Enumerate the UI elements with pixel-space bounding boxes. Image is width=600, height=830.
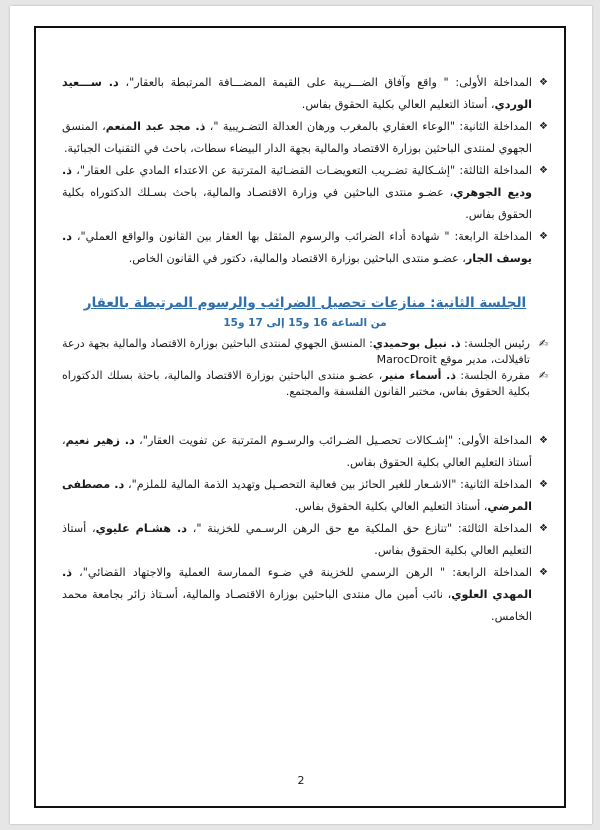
diamond-bullet-icon: ❖ — [539, 121, 548, 132]
item-speaker: د. مصطفى المرضي — [62, 478, 532, 513]
list-item — [62, 72, 548, 116]
item-label: المداخلة الثالثة: — [459, 164, 532, 177]
diamond-bullet-icon: ❖ — [539, 523, 548, 534]
item-affiliation: ، نائب أمين مال منتدى الباحثين بوزارة الاقتصـاد والمالية، أسـتاذ زائر بجامعة محمد الخامس. — [62, 588, 532, 623]
item-speaker: د. ســـعيد الوردي — [62, 76, 532, 111]
diamond-bullet-icon: ❖ — [539, 77, 548, 88]
list-item — [62, 518, 548, 562]
list-item — [62, 562, 548, 628]
item-label: المداخلة الأولى: — [455, 76, 532, 89]
diamond-bullet-icon: ❖ — [539, 231, 548, 242]
session2-list — [62, 430, 548, 628]
diamond-bullet-icon: ❖ — [539, 165, 548, 176]
item-speaker: ذ. المهدي العلوي — [62, 566, 532, 601]
item-affiliation: ، عضـو منتدى الباحثين في وزارة الاقتصـاد والمالية، باحث بسـلك الدكتوراه بكلية الحقوق بفاس. — [62, 186, 532, 221]
item-title: "الوعاء العقاري بالمغرب ورهان العدالة التضـريبية "، — [205, 120, 460, 133]
item-affiliation: ، أستاذ التعليم العالي بكلية الحقوق بفاس. — [62, 522, 532, 557]
list-item — [62, 116, 548, 160]
item-title: " شهادة أداء الضرائب والرسوم المثقل بها العقار بين القانون والواقع العملي"، — [72, 230, 455, 243]
list-item — [62, 226, 548, 270]
page-content — [62, 72, 548, 628]
session-chair — [62, 336, 548, 368]
pen-icon: ✍ — [538, 337, 548, 350]
item-affiliation: ، عضـو منتدى الباحثين بوزارة الاقتصاد والمالية، دكتور في القانون الخاص. — [128, 252, 466, 265]
page-number: 2 — [297, 774, 305, 787]
session2-heading: الجلسة الثانية: منازعات تحصيل الضرائب والرسوم المرتبطة بالعقار — [83, 295, 527, 311]
item-title: "تنازع حق الملكية مع حق الرهن الرسـمي للخزينة "، — [187, 522, 458, 535]
reporter-description: ، عضـو منتدى الباحثين بوزارة الاقتصاد والمالية، باحثة بسلك الدكتوراه بكلية الحقوق بفاس، مختبر القانون الفلسفة والمجتمع. — [62, 369, 530, 398]
item-label: المداخلة الثانية: — [460, 478, 533, 491]
item-speaker: ذ. وديع الجوهري — [62, 164, 533, 199]
chair-name: ذ. نبيل بوحميدي — [372, 337, 461, 350]
item-affiliation: ، أستاذ التعليم العالي بكلية الحقوق بفاس. — [294, 500, 488, 513]
item-affiliation: ، المنسق الجهوي لمنتدى الباحثين بوزارة الاقتصاد والمالية بجهة الدار البيضاء سطات، باحث في التقنيات الجبائية. — [62, 120, 532, 155]
item-label: المداخلة الثانية: — [459, 120, 532, 133]
reporter-name: ذ. أسماء منير — [382, 369, 456, 382]
spacer — [62, 400, 548, 430]
item-affiliation: ، أستاذ التعليم العالي بكلية الحقوق بفاس. — [301, 98, 495, 111]
reporter-label: مقررة الجلسة: — [455, 369, 530, 382]
item-label: المداخلة الثالثة: — [457, 522, 532, 535]
diamond-bullet-icon: ❖ — [539, 567, 548, 578]
item-speaker: د. يوسف الجار — [62, 230, 532, 265]
chair-description: : المنسق الجهوي لمنتدى الباحثين بوزارة الاقتصاد والمالية بجهة درعة تافيلالت، مدير موقع MarocDroit — [62, 337, 530, 366]
item-affiliation: ، أستاذ التعليم العالي بكلية الحقوق بفاس. — [62, 434, 532, 469]
item-title: "إشـكالات تحصـيل الضـرائب والرسـوم المترتبة عن تفويت العقار"، — [134, 434, 458, 447]
item-title: " واقع وآفاق الضـــريبة على القيمة المضـــافة المرتبطة بالعقار"، — [118, 76, 456, 89]
item-label: المداخلة الرابعة: — [454, 230, 532, 243]
item-title: " الرهن الرسمي للخزينة في ضـوء الممارسة العملية والاجتهاد القضائي"، — [72, 566, 453, 579]
session-reporter — [62, 368, 548, 400]
item-label: المداخلة الرابعة: — [452, 566, 532, 579]
item-speaker: ذ. مجد عبد المنعم — [105, 120, 206, 133]
item-speaker: د. زهير نعيم — [65, 434, 135, 447]
list-item — [62, 160, 548, 226]
item-label: المداخلة الأولى: — [457, 434, 532, 447]
list-item — [62, 430, 548, 474]
session1-list — [62, 72, 548, 270]
diamond-bullet-icon: ❖ — [539, 479, 548, 490]
item-title: "إشـكالية تضـريب التعويضـات القضـائية المترتبة عن الاعتداء المادي على العقار"، — [72, 164, 460, 177]
pen-icon: ✍ — [538, 369, 548, 382]
diamond-bullet-icon: ❖ — [539, 435, 548, 446]
session2-time: من الساعة 16 و15 إلى 17 و15 — [223, 317, 387, 329]
item-speaker: د. هشـام عليوي — [95, 522, 188, 535]
document-page — [10, 6, 592, 824]
item-title: "الاشـعار للغير الحائز بين فعالية التحصـيل وتهديد الذمة المالية للملزم"، — [124, 478, 461, 491]
list-item — [62, 474, 548, 518]
chair-label: رئيس الجلسة: — [460, 337, 530, 350]
